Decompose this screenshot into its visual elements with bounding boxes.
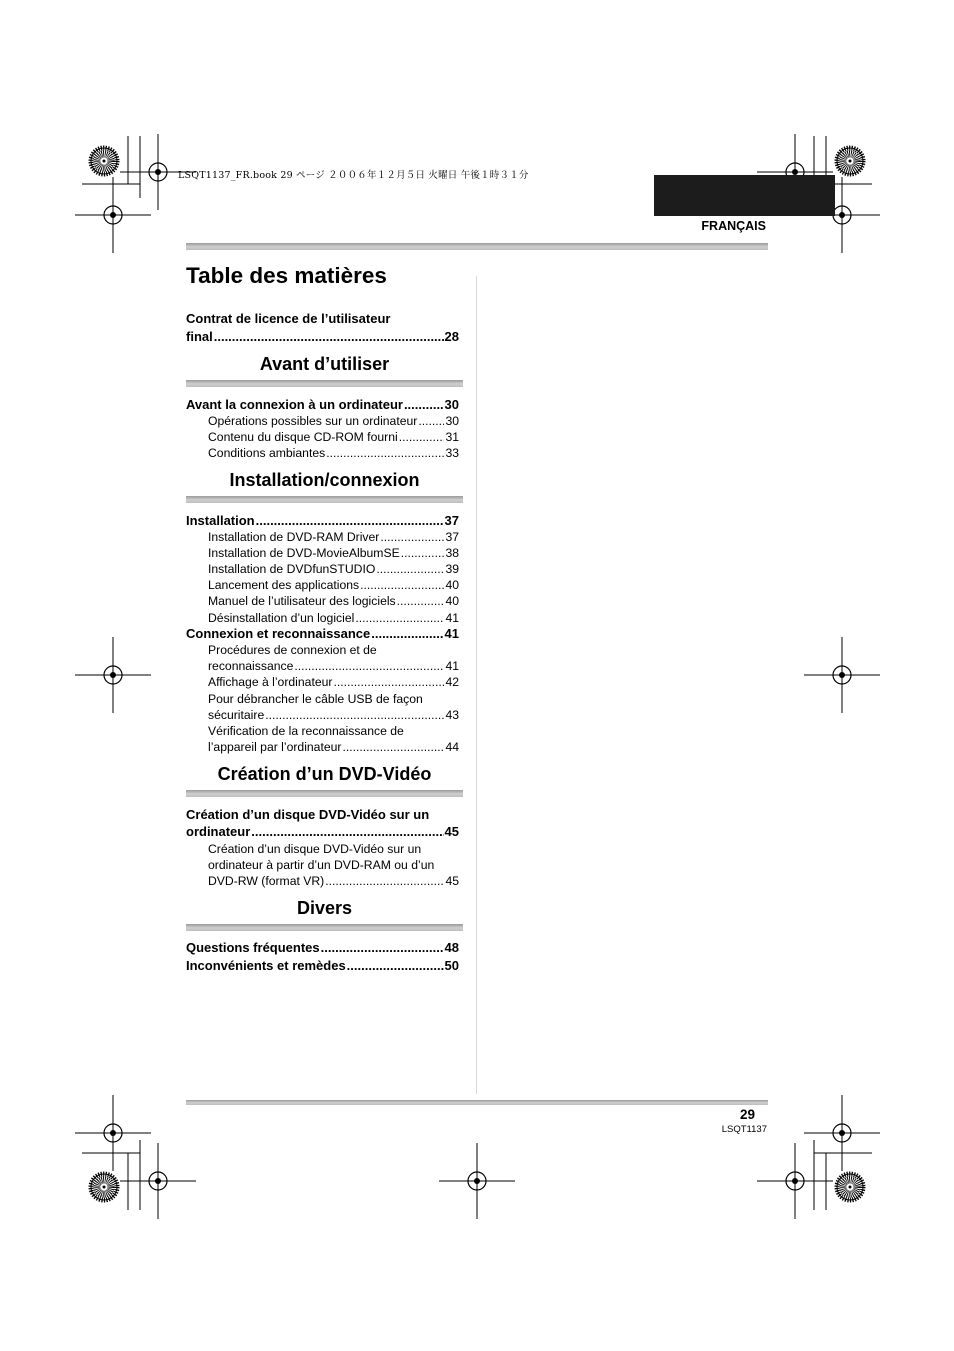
crop-corner-top-left: [75, 134, 196, 253]
bottom-rule: [186, 1100, 768, 1105]
toc-entry-manuel[interactable]: Manuel de l’utilisateur des logiciels ..... 40: [208, 593, 459, 609]
toc-entry-questions[interactable]: Questions fréquentes ..... 48: [186, 939, 459, 956]
registration-mark-left: [75, 637, 151, 713]
toc-entry-creation-line1: Création d’un disque DVD-Vidéo sur un: [186, 807, 430, 822]
column-separator: [476, 276, 477, 1094]
toc-entry-debrancher-line1: Pour débrancher le câble USB de façon: [208, 692, 423, 706]
registration-mark-bottom: [439, 1143, 515, 1219]
toc-entry-verification[interactable]: l’appareil par l’ordinateur ..... 44: [208, 739, 459, 755]
page-title: Table des matières: [186, 263, 387, 288]
crop-corner-bottom-right: [757, 1095, 880, 1219]
toc-entry-contenu[interactable]: Contenu du disque CD-ROM fourni ..... 31: [208, 429, 459, 445]
toc-entry-inconvenients[interactable]: Inconvénients et remèdes ..... 50: [186, 957, 459, 974]
section-title-avant: Avant d’utiliser: [259, 354, 390, 374]
crop-corner-bottom-left: [75, 1095, 196, 1219]
section-rule: [186, 924, 463, 931]
registration-mark-right: [804, 637, 880, 713]
toc-entry-lancement[interactable]: Lancement des applications ..... 40: [208, 577, 459, 593]
section-title-installation: Installation/connexion: [229, 470, 420, 490]
toc-entry-creation-sub-line1: Création d’un disque DVD-Vidéo sur un: [208, 842, 422, 856]
toc-entry-inst-dvdram[interactable]: Installation de DVD-RAM Driver ..... 37: [208, 529, 459, 545]
section-title-creation: Création d’un DVD-Vidéo: [217, 764, 432, 784]
toc-entry-avant-connexion[interactable]: Avant la connexion à un ordinateur ..... 30: [186, 396, 459, 413]
toc-entry-debrancher[interactable]: sécuritaire ..... 43: [208, 707, 459, 723]
toc-entry-licence[interactable]: final ..... 28: [186, 328, 459, 345]
section-rule: [186, 790, 463, 797]
top-rule: [186, 243, 768, 250]
toc-entry-creation[interactable]: ordinateur ..... 45: [186, 823, 459, 840]
section-rule: [186, 496, 463, 503]
toc-entry-procedures-line1: Procédures de connexion et de: [208, 643, 377, 657]
toc-entry-inst-movie[interactable]: Installation de DVD-MovieAlbumSE ..... 38: [208, 545, 459, 561]
toc-entry-verification-line1: Vérification de la reconnaissance de: [208, 724, 404, 738]
language-label: FRANÇAIS: [701, 219, 766, 233]
toc-entry-creation-sub[interactable]: DVD-RW (format VR) ..... 45: [208, 873, 459, 889]
section-rule: [186, 380, 463, 387]
toc-entry-licence-line1: Contrat de licence de l’utilisateur: [186, 311, 391, 326]
print-info-header: LSQT1137_FR.book 29 ページ ２００６年１２月５日 火曜日 午後１時３１分: [178, 170, 529, 181]
toc-entry-creation-sub-line2: ordinateur à partir d’un DVD-RAM ou d’un: [208, 858, 435, 872]
toc-entry-desinstallation[interactable]: Désinstallation d’un logiciel ..... 41: [208, 610, 459, 626]
section-title-divers: Divers: [296, 898, 353, 918]
toc-entry-procedures[interactable]: reconnaissance ..... 41: [208, 658, 459, 674]
toc-entry-conditions[interactable]: Conditions ambiantes ..... 33: [208, 445, 459, 461]
toc-entry-installation[interactable]: Installation ..... 37: [186, 512, 459, 529]
page-number: 29: [739, 1107, 755, 1122]
toc-entry-inst-fun[interactable]: Installation de DVDfunSTUDIO ..... 39: [208, 561, 459, 577]
toc-entry-operations[interactable]: Opérations possibles sur un ordinateur ..... 30: [208, 413, 459, 429]
toc-entry-connexion[interactable]: Connexion et reconnaissance ..... 41: [186, 625, 459, 642]
language-tab: [654, 175, 835, 216]
toc-entry-affichage[interactable]: Affichage à l’ordinateur ..... 42: [208, 674, 459, 690]
document-code: LSQT1137: [721, 1124, 767, 1135]
